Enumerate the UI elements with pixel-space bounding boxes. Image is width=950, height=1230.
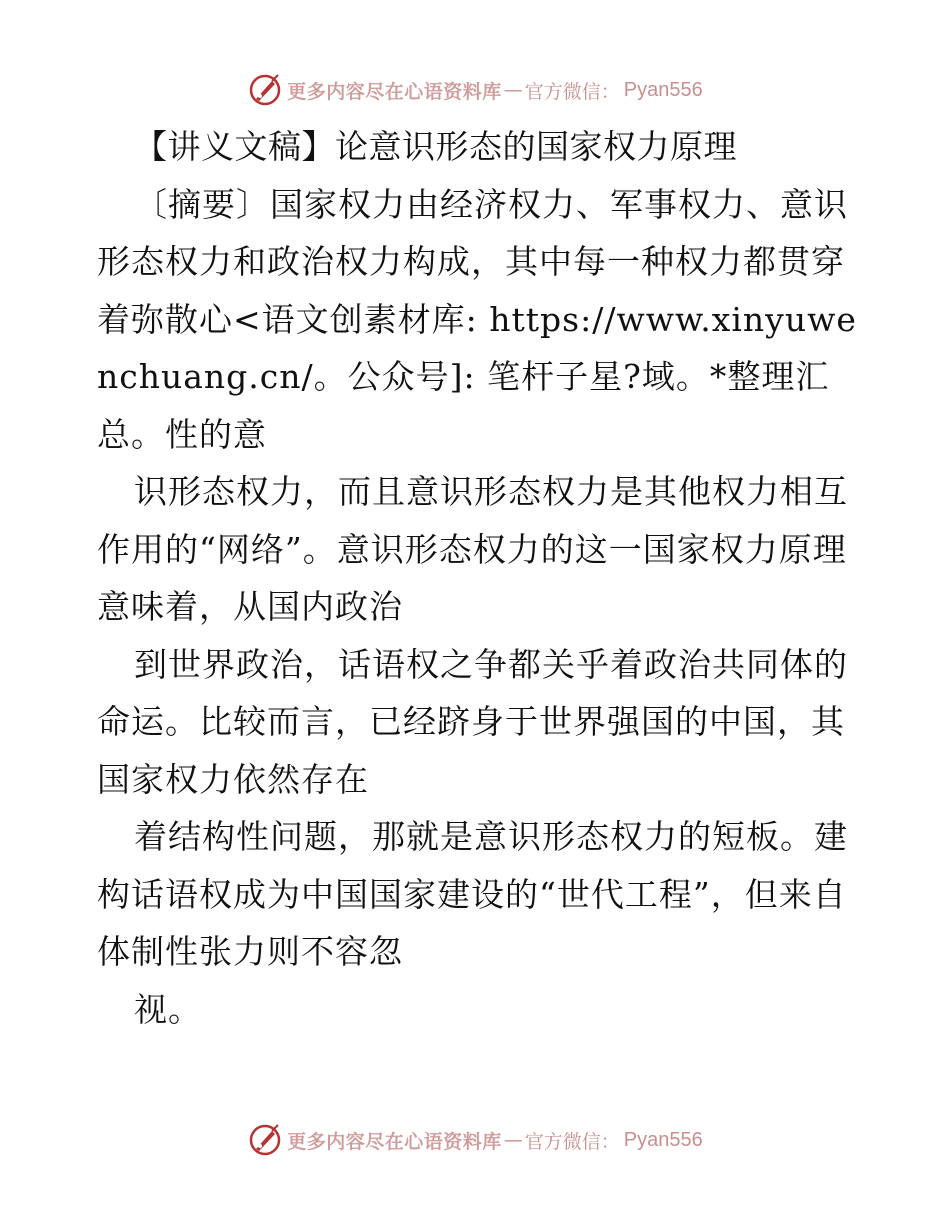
banner-separator: — bbox=[503, 79, 523, 101]
banner-wechat-label: 官方微信： bbox=[524, 80, 620, 103]
banner-slogan: 更多内容尽在心语资料库 bbox=[287, 80, 502, 103]
document-title: 【讲义文稿】论意识形态的国家权力原理 bbox=[134, 127, 737, 166]
banner-wechat-id: Pyan556 bbox=[623, 1128, 703, 1151]
paragraph-2: 识形态权力，而且意识形态权力是其他权力相互作用的“网络”。意识形态权力的这一国家权力原理意味着，从国内政治 bbox=[97, 472, 848, 626]
paragraph-abstract: 〔摘要〕国家权力由经济权力、军事权力、意识形态权力和政治权力构成，其中每一种权力都贯穿着弥散心<语文创素材库: https://www.xinyuwenchuang.cn/。公众号]: 笔杆子星?域。*整理汇总。性的意 bbox=[97, 184, 857, 454]
paragraph-3: 到世界政治，话语权之争都关乎着政治共同体的命运。比较而言，已经跻身于世界强国的中国，其国家权力依然存在 bbox=[97, 644, 848, 799]
banner-slogan: 更多内容尽在心语资料库 bbox=[287, 1130, 502, 1153]
quill-pen-seal-icon bbox=[247, 72, 283, 108]
header-banner bbox=[0, 70, 950, 110]
document-body bbox=[97, 118, 857, 1038]
paragraph-5: 视。 bbox=[134, 989, 202, 1029]
banner-wechat-label: 官方微信： bbox=[524, 1130, 620, 1153]
footer-banner bbox=[0, 1120, 950, 1160]
quill-pen-seal-icon bbox=[247, 1122, 283, 1158]
banner-separator: — bbox=[503, 1129, 523, 1151]
banner-wechat-id: Pyan556 bbox=[623, 78, 703, 101]
paragraph-4: 着结构性问题，那就是意识形态权力的短板。建构话语权成为中国国家建设的“世代工程”，但来自体制性张力则不容忽 bbox=[97, 817, 848, 971]
